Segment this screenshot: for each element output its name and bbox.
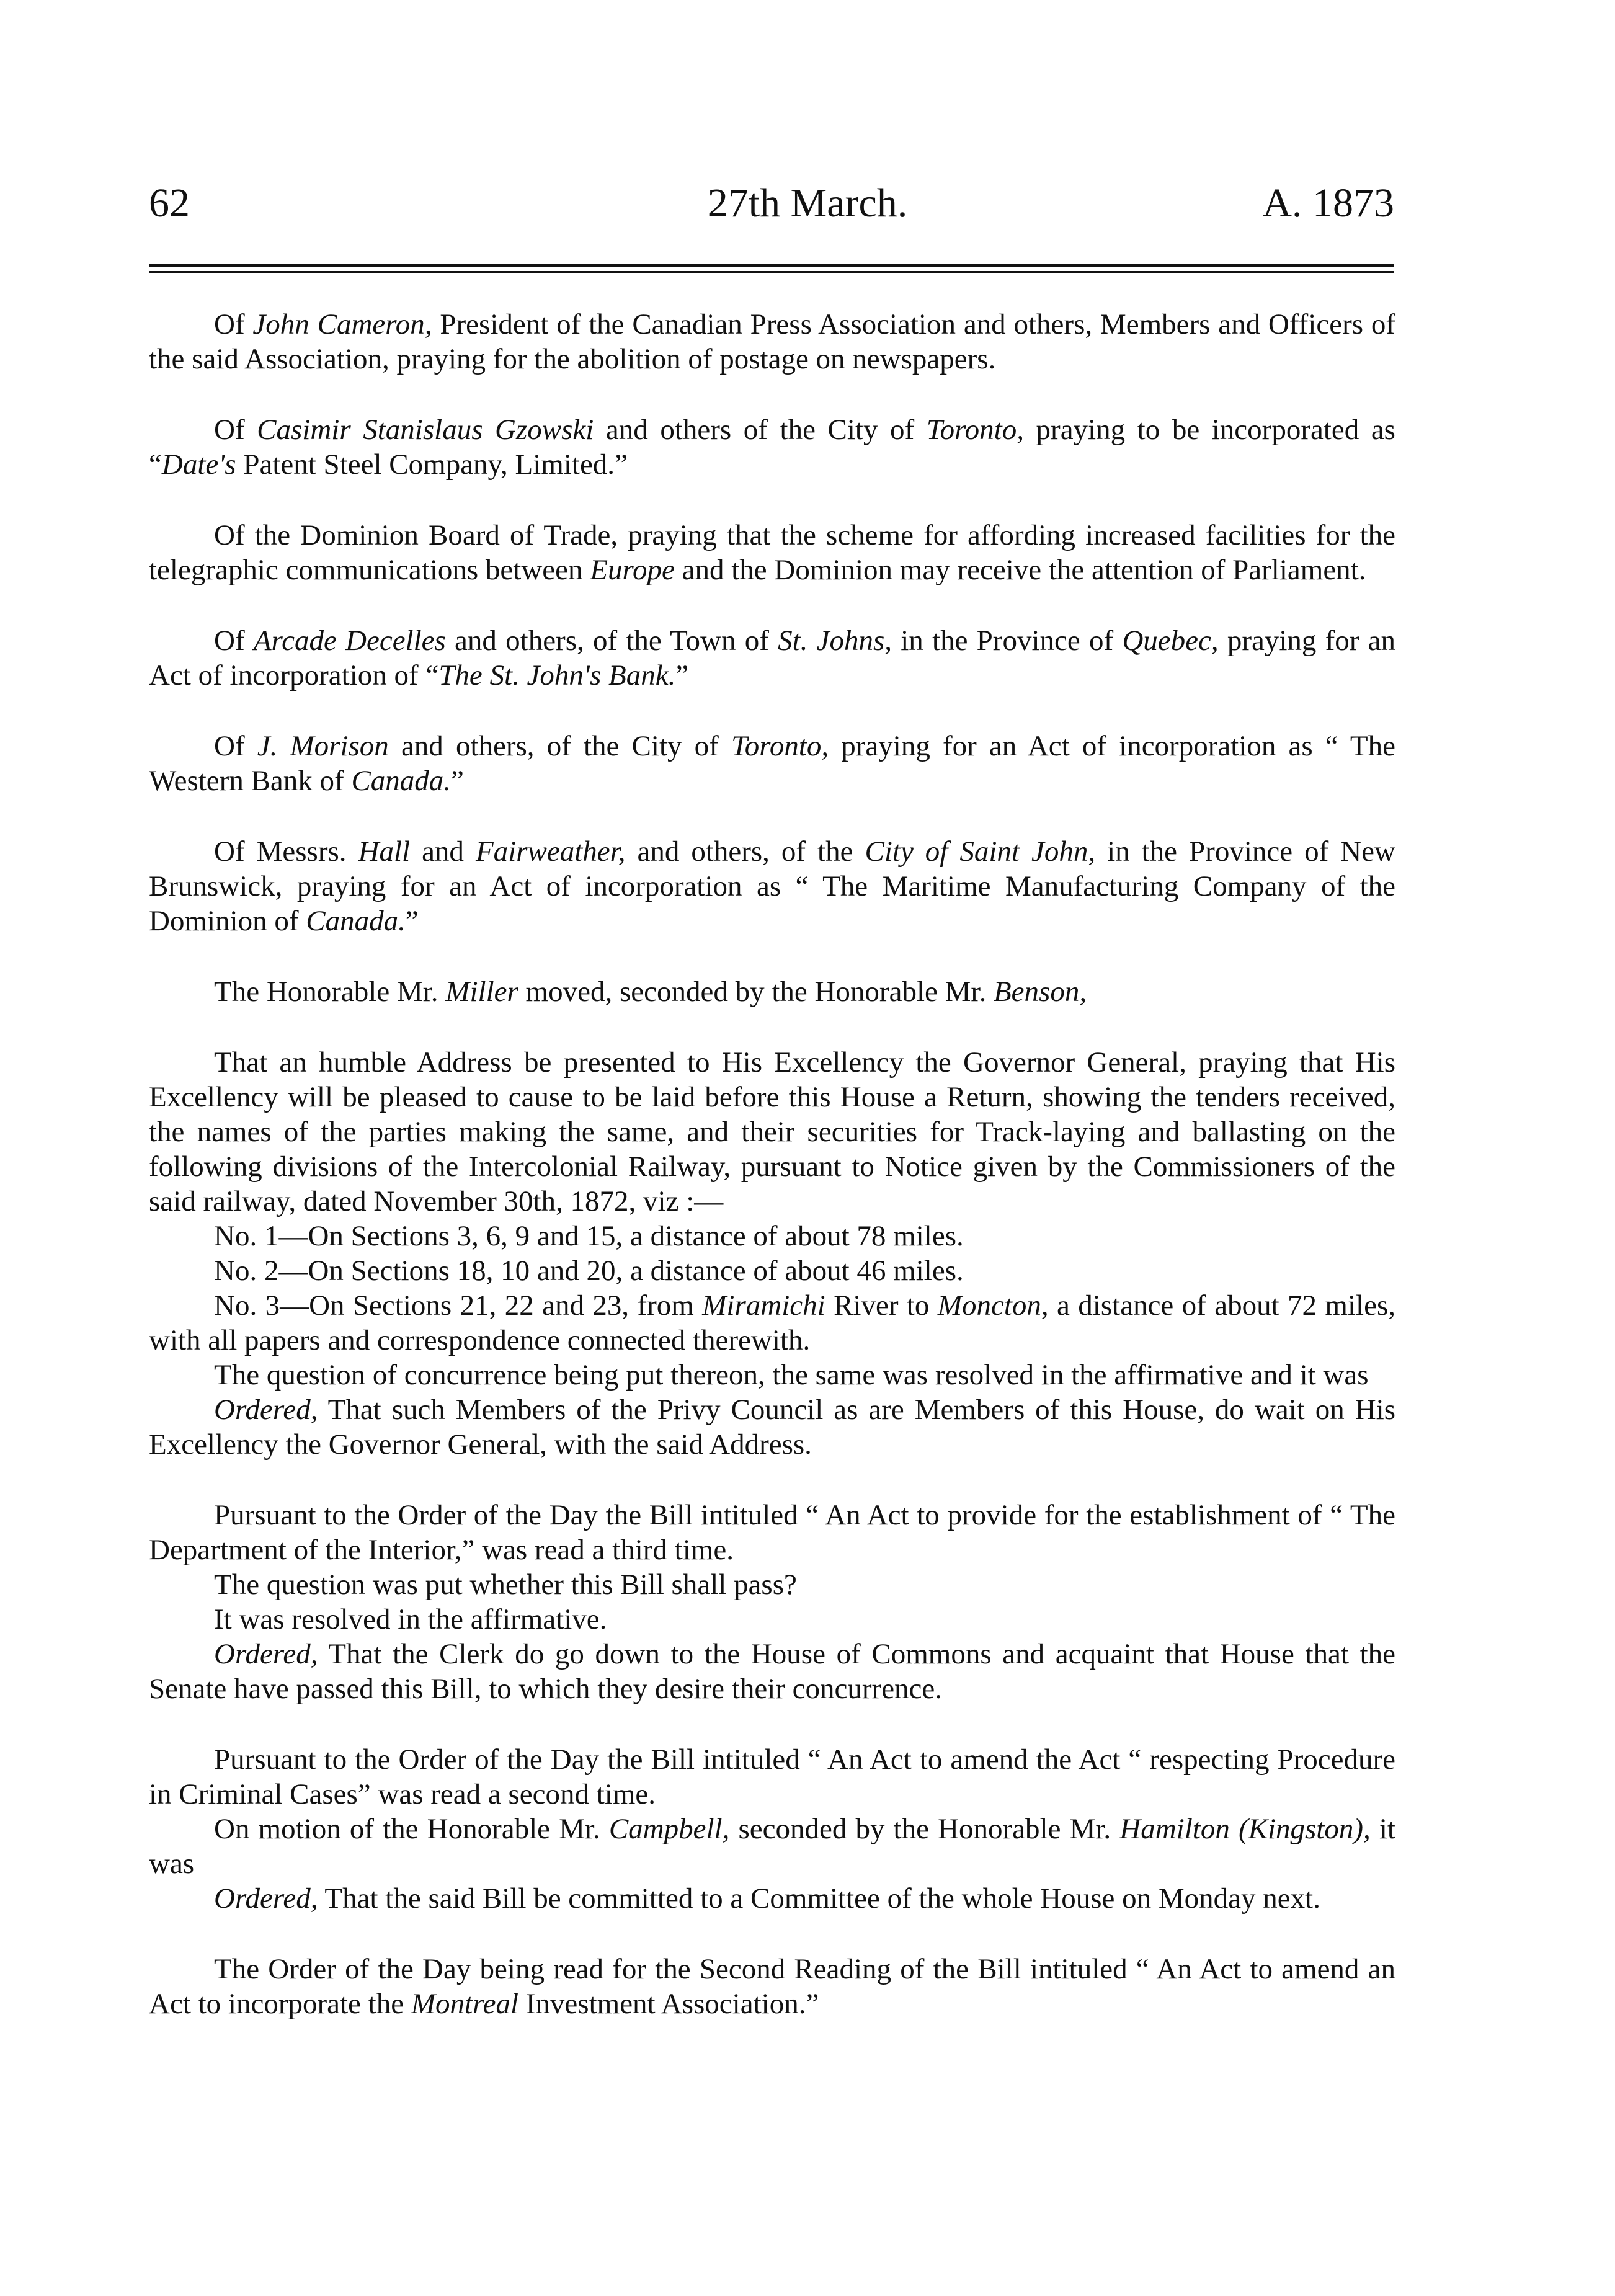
page-body xyxy=(149,307,1395,2021)
page-date: 27th March. xyxy=(707,180,908,226)
petition-paragraph: Of Arcade Decelles and others, of the Town of St. Johns, in the Province of Quebec, praying for an Act of incorporation of “The St. John's Bank.” xyxy=(149,625,1396,692)
ordered-paragraph: Ordered, That the said Bill be committed to a Committee of the whole House on Monday next. xyxy=(214,1882,1320,1915)
address-paragraph: That an humble Address be presented to His Excellency the Governor General, praying that His Excellency will be pleased to cause to be laid before this House a Return, showing the tenders received, the names of the parties making the same, and their securities for Track-laying and ballasting on the following divisions of the Intercolonial Railway, pursuant to Notice given by the Commissioners of the said railway, dated November 30th, 1872, viz :— xyxy=(149,1046,1395,1217)
ordered-paragraph: Ordered, That the Clerk do go down to the House of Commons and acquaint that House that the Senate have passed this Bill, to which they desire their concurrence. xyxy=(149,1638,1395,1705)
division-item: No. 3—On Sections 21, 22 and 23, from Miramichi River to Moncton, a distance of about 72 miles, with all papers and correspondence connected therewith. xyxy=(149,1289,1395,1356)
question-paragraph: The question of concurrence being put thereon, the same was resolved in the affirmative and it was xyxy=(214,1359,1369,1391)
resolved-paragraph: It was resolved in the affirmative. xyxy=(214,1603,607,1635)
petition-paragraph: Of the Dominion Board of Trade, praying that the scheme for affording increased facilities for the telegraphic communications between Europe and the Dominion may receive the attention of Parliament. xyxy=(149,519,1395,586)
motion-paragraph: On motion of the Honorable Mr. Campbell, seconded by the Honorable Mr. Hamilton (Kingston), it was xyxy=(149,1813,1395,1880)
header-rule-thin xyxy=(149,271,1394,273)
ordered-paragraph: Ordered, That such Members of the Privy Council as are Members of this House, do wait on His Excellency the Governor General, with the said Address. xyxy=(149,1394,1395,1461)
petition-paragraph: Of Messrs. Hall and Fairweather, and others, of the City of Saint John, in the Province of New Brunswick, praying for an Act of incorporation as “ The Maritime Manufacturing Company of the Dominion of Canada.” xyxy=(149,835,1395,937)
header-rule-thick xyxy=(149,264,1394,267)
petition-paragraph: Of J. Morison and others, of the City of Toronto, praying for an Act of incorporation as “ The Western Bank of Canada.” xyxy=(149,730,1395,797)
page-year: A. 1873 xyxy=(1262,180,1394,226)
bill-paragraph: Pursuant to the Order of the Day the Bill intituled “ An Act to amend the Act “ respecting Procedure in Criminal Cases” was read a second time. xyxy=(149,1743,1395,1810)
petition-paragraph: Of John Cameron, President of the Canadian Press Association and others, Members and Officers of the said Association, praying for the abolition of postage on newspapers. xyxy=(149,308,1396,375)
bill-paragraph: The Order of the Day being read for the Second Reading of the Bill intituled “ An Act to amend an Act to incorporate the Montreal Investment Association.” xyxy=(149,1953,1395,2020)
division-item: No. 1—On Sections 3, 6, 9 and 15, a distance of about 78 miles. xyxy=(214,1220,964,1252)
petition-paragraph: Of Casimir Stanislaus Gzowski and others of the City of Toronto, praying to be incorporated as “Date's Patent Steel Company, Limited.” xyxy=(149,414,1395,481)
division-item: No. 2—On Sections 18, 10 and 20, a distance of about 46 miles. xyxy=(214,1255,964,1287)
motion-line: The Honorable Mr. Miller moved, seconded by the Honorable Mr. Benson, xyxy=(214,976,1087,1008)
bill-paragraph: Pursuant to the Order of the Day the Bill intituled “ An Act to provide for the establishment of “ The Department of the Interior,” was read a third time. xyxy=(149,1499,1395,1566)
question-paragraph: The question was put whether this Bill shall pass? xyxy=(214,1568,797,1601)
page-number: 62 xyxy=(149,180,190,226)
